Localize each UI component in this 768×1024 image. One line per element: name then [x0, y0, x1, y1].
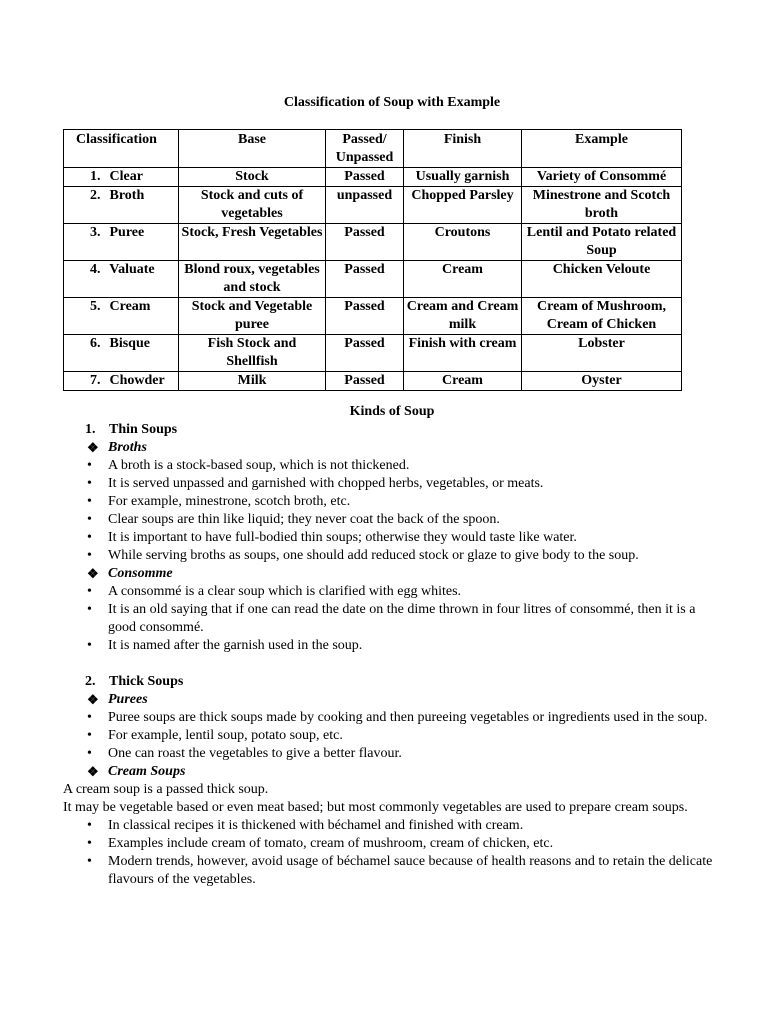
table-row [64, 298, 682, 335]
row-name: Puree [109, 225, 145, 240]
list-item-text: For example, minestrone, scotch broth, etc. [108, 494, 351, 509]
row-name: Valuate [109, 262, 155, 277]
list-item-text: While serving broths as soups, one should add reduced stock or glaze to give body to the soup. [108, 548, 639, 563]
bullet-icon: • [87, 746, 92, 761]
list-item [63, 583, 723, 601]
subheading-consomme [63, 565, 723, 583]
table-header-row [64, 130, 682, 168]
bullet-icon: • [87, 602, 92, 617]
example-cell: Variety of Consommé [522, 168, 682, 187]
document-body [63, 421, 723, 889]
kinds-of-soup-heading: Kinds of Soup [349, 404, 435, 419]
table-row [64, 168, 682, 187]
base-cell: Stock and cuts of vegetables [179, 187, 326, 224]
table-row [64, 187, 682, 224]
list-item-text: In classical recipes it is thickened with béchamel and finished with cream. [108, 818, 524, 833]
classification-cell [64, 372, 179, 391]
section-heading-thin-soups [63, 421, 723, 439]
row-name: Bisque [109, 336, 150, 351]
list-item [63, 817, 723, 835]
list-item [63, 529, 723, 547]
row-number: 3. [90, 225, 101, 240]
row-number: 6. [90, 336, 101, 351]
example-cell: Cream of Mushroom, Cream of Chicken [522, 298, 682, 335]
list-item [63, 745, 723, 763]
passed-cell: Passed [326, 168, 404, 187]
base-cell: Fish Stock and Shellfish [179, 335, 326, 372]
table-row [64, 261, 682, 298]
base-cell: Stock, Fresh Vegetables [179, 224, 326, 261]
diamond-bullet-icon: ❖ [87, 764, 99, 779]
row-number: 2. [90, 188, 101, 203]
list-item-text: A consommé is a clear soup which is clarified with egg whites. [108, 584, 462, 599]
table-row [64, 335, 682, 372]
list-item [63, 493, 723, 511]
passed-cell: Passed [326, 261, 404, 298]
example-cell: Chicken Veloute [522, 261, 682, 298]
row-name: Chowder [109, 373, 165, 388]
subheading-purees [63, 691, 723, 709]
section-heading-thick-soups [63, 673, 723, 691]
list-item-text: Modern trends, however, avoid usage of béchamel sauce because of health reasons and to retain the delicate flavours of the vegetables. [108, 854, 713, 887]
header-cell: Base [179, 130, 326, 168]
example-cell: Lobster [522, 335, 682, 372]
list-item [63, 835, 723, 853]
classification-cell [64, 261, 179, 298]
header-cell: Passed/ Unpassed [326, 130, 404, 168]
subheading-label: Consomme [108, 566, 173, 581]
passed-cell: Passed [326, 298, 404, 335]
list-item-text: Examples include cream of tomato, cream of mushroom, cream of chicken, etc. [108, 836, 554, 851]
bullet-icon: • [87, 638, 92, 653]
example-cell: Lentil and Potato related Soup [522, 224, 682, 261]
bullet-icon: • [87, 818, 92, 833]
list-item-text: One can roast the vegetables to give a better flavour. [108, 746, 402, 761]
bullet-icon: • [87, 710, 92, 725]
base-cell: Blond roux, vegetables and stock [179, 261, 326, 298]
diamond-bullet-icon: ❖ [87, 440, 99, 455]
bullet-icon: • [87, 854, 92, 869]
section-title: Thick Soups [109, 674, 184, 689]
classification-cell [64, 224, 179, 261]
list-item-text: Puree soups are thick soups made by cooking and then pureeing vegetables or ingredients used in the soup. [108, 710, 708, 725]
list-item-text: It is important to have full-bodied thin soups; otherwise they would taste like water. [108, 530, 577, 545]
list-item [63, 637, 723, 655]
bullet-icon: • [87, 584, 92, 599]
passed-cell: unpassed [326, 187, 404, 224]
row-number: 4. [90, 262, 101, 277]
list-item [63, 709, 723, 727]
classification-cell [64, 298, 179, 335]
paragraph: A cream soup is a passed thick soup. [63, 782, 269, 797]
list-item [63, 475, 723, 493]
row-number: 7. [90, 373, 101, 388]
diamond-bullet-icon: ❖ [87, 566, 99, 581]
list-item [63, 853, 723, 889]
list-item-text: For example, lentil soup, potato soup, etc. [108, 728, 343, 743]
list-item-text: A broth is a stock-based soup, which is not thickened. [108, 458, 410, 473]
bullet-icon: • [87, 512, 92, 527]
finish-cell: Croutons [404, 224, 522, 261]
row-name: Cream [109, 299, 151, 314]
section-number: 1. [85, 422, 96, 437]
list-item [63, 457, 723, 475]
subheading-label: Broths [108, 440, 147, 455]
list-item [63, 727, 723, 745]
base-cell: Stock and Vegetable puree [179, 298, 326, 335]
list-item [63, 601, 723, 637]
classification-cell [64, 187, 179, 224]
list-item-text: It is named after the garnish used in the soup. [108, 638, 363, 653]
finish-cell: Chopped Parsley [404, 187, 522, 224]
section-number: 2. [85, 674, 96, 689]
base-cell: Stock [179, 168, 326, 187]
bullet-icon: • [87, 728, 92, 743]
finish-cell: Usually garnish [404, 168, 522, 187]
list-item-text: Clear soups are thin like liquid; they never coat the back of the spoon. [108, 512, 500, 527]
header-cell: Classification [64, 130, 179, 168]
bullet-icon: • [87, 836, 92, 851]
row-name: Clear [109, 169, 143, 184]
finish-cell: Cream and Cream milk [404, 298, 522, 335]
subheading-broths [63, 439, 723, 457]
list-item [63, 547, 723, 565]
subheading-label: Cream Soups [108, 764, 186, 779]
bullet-icon: • [87, 458, 92, 473]
subheading-cream-soups [63, 763, 723, 781]
spacer [63, 655, 723, 673]
list-item [63, 511, 723, 529]
header-cell: Finish [404, 130, 522, 168]
finish-cell: Finish with cream [404, 335, 522, 372]
passed-cell: Passed [326, 224, 404, 261]
classification-cell [64, 335, 179, 372]
row-name: Broth [109, 188, 145, 203]
table-row [64, 372, 682, 391]
classification-table [63, 129, 682, 391]
bullet-icon: • [87, 548, 92, 563]
list-item-text: It is served unpassed and garnished with chopped herbs, vegetables, or meats. [108, 476, 544, 491]
base-cell: Milk [179, 372, 326, 391]
bullet-icon: • [87, 494, 92, 509]
example-cell: Oyster [522, 372, 682, 391]
passed-cell: Passed [326, 335, 404, 372]
header-cell: Example [522, 130, 682, 168]
diamond-bullet-icon: ❖ [87, 692, 99, 707]
section-title: Thin Soups [109, 422, 178, 437]
bullet-icon: • [87, 530, 92, 545]
bullet-icon: • [87, 476, 92, 491]
finish-cell: Cream [404, 261, 522, 298]
list-item-text: It is an old saying that if one can read the date on the dime thrown in four litres of consommé, then it is a good consommé. [108, 602, 696, 635]
passed-cell: Passed [326, 372, 404, 391]
document-title: Classification of Soup with Example [283, 95, 501, 110]
table-row [64, 224, 682, 261]
subheading-label: Purees [108, 692, 148, 707]
finish-cell: Cream [404, 372, 522, 391]
row-number: 1. [90, 169, 101, 184]
classification-cell [64, 168, 179, 187]
paragraph: It may be vegetable based or even meat based; but most commonly vegetables are used to prepare cream soups. [63, 800, 688, 815]
row-number: 5. [90, 299, 101, 314]
example-cell: Minestrone and Scotch broth [522, 187, 682, 224]
